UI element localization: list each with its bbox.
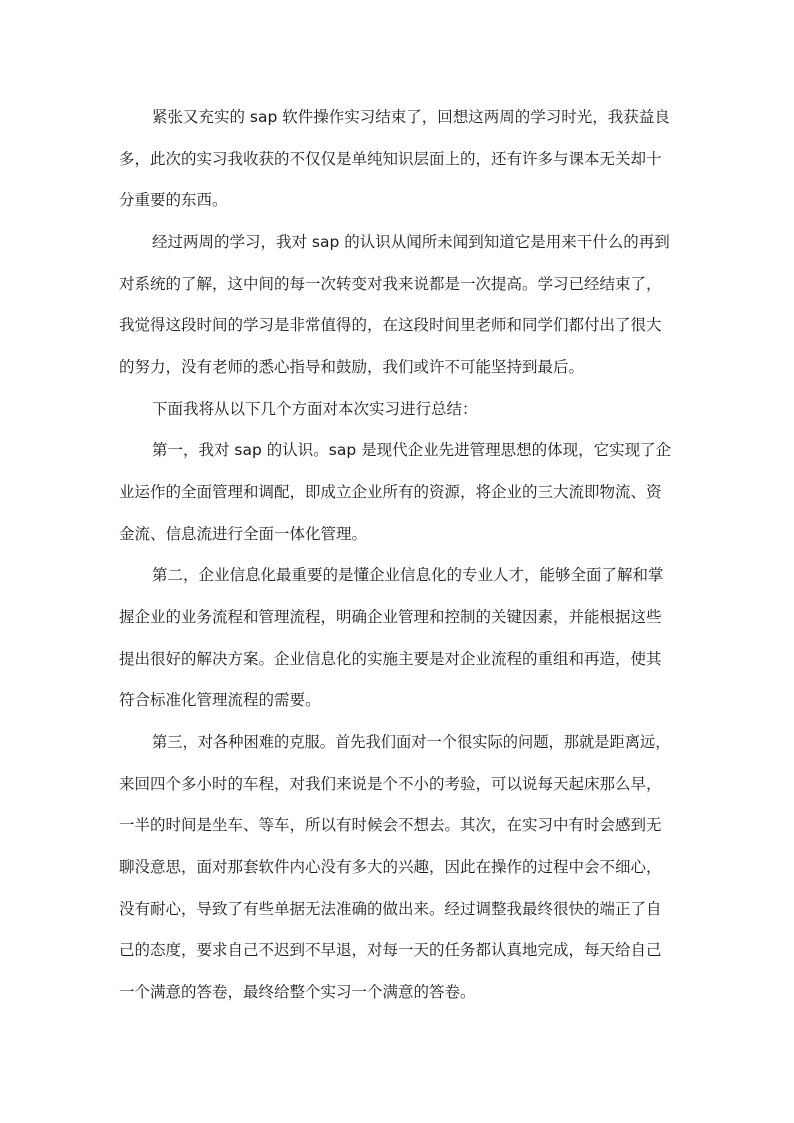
paragraph-1-line-2: 多，此次的实习我收获的不仅仅是单纯知识层面上的，还有许多与课本无关却十: [119, 150, 662, 168]
paragraph-5-line-2: 握企业的业务流程和管理流程，明确企业管理和控制的关键因素，并能根据这些: [119, 608, 662, 626]
paragraph-2-line-4: 的努力，没有老师的悉心指导和鼓励，我们或许不可能坚持到最后。: [119, 358, 585, 376]
paragraph-6-line-2: 来回四个多小时的车程，对我们来说是个不小的考验，可以说每天起床那么早，: [119, 775, 662, 793]
paragraph-6-line-1: 第三，对各种困难的克服。首先我们面对一个很实际的问题，那就是距离远，: [152, 733, 671, 751]
paragraph-6-line-3: 一半的时间是坐车、等车，所以有时候会不想去。其次，在实习中有时会感到无: [119, 816, 662, 834]
paragraph-1-line-1: 紧张又充实的 sap 软件操作实习结束了，回想这两周的学习时光，我获益良: [152, 108, 670, 126]
paragraph-4-line-3: 金流、信息流进行全面一体化管理。: [119, 525, 368, 543]
paragraph-6-line-5: 没有耐心，导致了有些单据无法准确的做出来。经过调整我最终很快的端正了自: [119, 900, 662, 918]
paragraph-1-line-3: 分重要的东西。: [119, 191, 228, 209]
paragraph-6-line-4: 聊没意思，面对那套软件内心没有多大的兴趣，因此在操作的过程中会不细心，: [119, 858, 662, 876]
paragraph-5-line-3: 提出很好的解决方案。企业信息化的实施主要是对企业流程的重组和再造，使其: [119, 650, 662, 668]
paragraph-5-line-4: 符合标准化管理流程的需要。: [119, 691, 321, 709]
paragraph-3-line-1: 下面我将从以下几个方面对本次实习进行总结：: [152, 400, 478, 418]
paragraph-2-line-1: 经过两周的学习，我对 sap 的认识从闻所未闻到知道它是用来干什么的再到: [152, 233, 670, 251]
paragraph-4-line-2: 业运作的全面管理和调配，即成立企业所有的资源，将企业的三大流即物流、资: [119, 483, 662, 501]
paragraph-4-line-1: 第一，我对 sap 的认识。sap 是现代企业先进管理思想的体现，它实现了企: [152, 441, 672, 459]
paragraph-6-line-7: 一个满意的答卷，最终给整个实习一个满意的答卷。: [119, 983, 476, 1001]
paragraph-5-line-1: 第二，企业信息化最重要的是懂企业信息化的专业人才，能够全面了解和掌: [152, 566, 664, 584]
paragraph-6-line-6: 己的态度，要求自己不迟到不早退，对每一天的任务都认真地完成，每天给自己: [119, 941, 662, 959]
paragraph-2-line-2: 对系统的了解，这中间的每一次转变对我来说都是一次提高。学习已经结束了，: [119, 275, 662, 293]
paragraph-2-line-3: 我觉得这段时间的学习是非常值得的，在这段时间里老师和同学们都付出了很大: [119, 316, 662, 334]
